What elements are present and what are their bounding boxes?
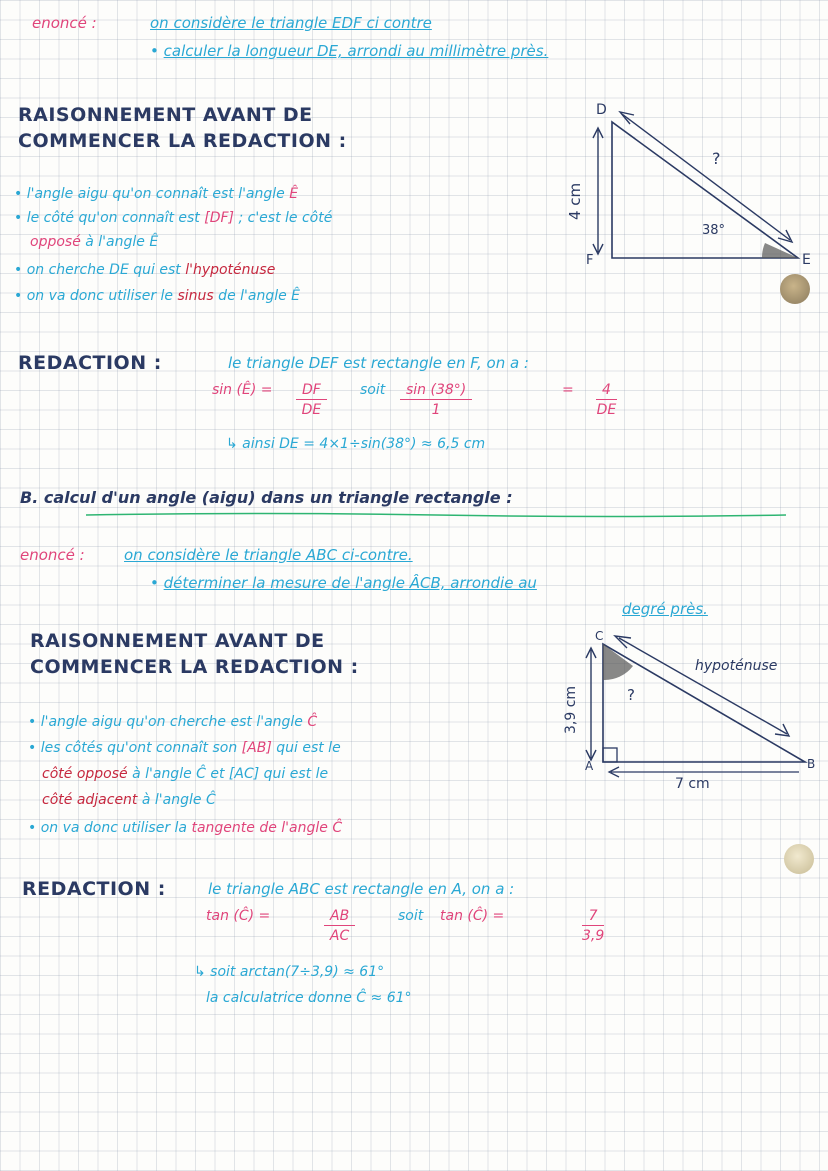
tan-value: tan (Ĉ) = <box>440 908 505 924</box>
redaction-label-a: REDACTION : <box>18 352 162 374</box>
bullet-b-2: • les côtés qu'ont connaît son [AB] qui est le <box>28 740 341 756</box>
tan-fraction: $\frac{AB}{AC}$ <box>324 908 355 944</box>
tan-rhs-fraction: $\frac{7}{3,9}$ <box>582 908 605 944</box>
unknown-c-label: ? <box>627 686 635 704</box>
bullet-a-5: • on va donc utiliser le sinus de l'angle Ê <box>14 288 301 304</box>
bullet-b-5: • on va donc utiliser la tangente de l'angle Ĉ <box>28 820 343 836</box>
side-ab-label: 7 cm <box>675 776 710 790</box>
bullet-b-3: côté opposé à l'angle Ĉ et [AC] qui est le <box>42 766 329 782</box>
angle-e-label: 38° <box>702 223 726 238</box>
arctan-line: ↳ soit arctan(7÷3,9) ≈ 61° <box>194 964 385 980</box>
binder-hole-top <box>780 274 810 304</box>
redaction-b-line1: le triangle ABC est rectangle en A, on a : <box>208 880 515 898</box>
bullet-a-2: • le côté qu'on connaît est [DF] ; c'est le côté <box>14 210 333 226</box>
raisonnement-title-a-1: RAISONNEMENT AVANT DE <box>18 104 313 126</box>
enonce-b-line3: degré près. <box>622 600 708 618</box>
triangle-def-figure <box>560 100 820 280</box>
raisonnement-title-a-2: COMMENCER LA REDACTION : <box>18 130 347 152</box>
enonce-b-line2: • déterminer la mesure de l'angle ÂCB, arrondie au <box>150 574 537 592</box>
sin-lhs: sin (Ê) = <box>212 382 273 398</box>
triangle-abc-figure <box>555 630 825 790</box>
redaction-label-b: REDACTION : <box>22 878 166 900</box>
raisonnement-title-b-1: RAISONNEMENT AVANT DE <box>30 630 325 652</box>
enonce-a-line2: • calculer la longueur DE, arrondi au millimètre près. <box>150 42 549 60</box>
vertex-b-label: B <box>807 757 816 771</box>
sin-rhs-fraction: $\frac{4}{DE}$ <box>596 382 617 418</box>
enonce-b-line1: on considère le triangle ABC ci-contre. <box>124 546 413 564</box>
side-ac-label: 3,9 cm <box>563 685 579 734</box>
vertex-e-label: E <box>802 252 811 268</box>
vertex-f-label: F <box>586 253 594 268</box>
calculator-line: la calculatrice donne Ĉ ≈ 61° <box>206 990 412 1006</box>
soit-label-b: soit <box>398 908 424 924</box>
sin-value-fraction: $\frac{\sin (38^\circ)}{1}$ <box>400 382 472 418</box>
part-b-title-underline <box>86 512 786 518</box>
bullet-a-1: • l'angle aigu qu'on connaît est l'angle Ê <box>14 186 299 202</box>
tan-lhs: tan (Ĉ) = <box>206 908 271 924</box>
part-b-title: B. calcul d'un angle (aigu) dans un triangle rectangle : <box>20 488 513 507</box>
bullet-a-4: • on cherche DE qui est l'hypoténuse <box>14 262 276 278</box>
redaction-a-line1: le triangle DEF est rectangle en F, on a : <box>228 354 529 372</box>
side-df-label: 4 cm <box>566 182 584 220</box>
vertex-a-label: A <box>585 759 594 773</box>
bullet-a-3: opposé à l'angle Ê <box>30 234 159 250</box>
result-a: ↳ ainsi DE = 4×1÷sin(38°) ≈ 6,5 cm <box>226 436 486 452</box>
enonce-a-line1: on considère le triangle EDF ci contre <box>150 14 432 32</box>
enonce-label-a: enoncé : <box>32 14 97 32</box>
enonce-label-b: enoncé : <box>20 546 85 564</box>
unknown-de-label: ? <box>712 149 721 168</box>
sin-fraction: $\frac{DF}{DE}$ <box>296 382 327 418</box>
bullet-b-4: côté adjacent à l'angle Ĉ <box>42 792 216 808</box>
raisonnement-title-b-2: COMMENCER LA REDACTION : <box>30 656 359 678</box>
enonce-a-line2-text: calculer la longueur DE, arrondi au millimètre près. <box>163 42 549 60</box>
vertex-c-label: C <box>595 630 604 643</box>
hypotenuse-label: hypoténuse <box>695 658 778 674</box>
binder-hole-bottom <box>784 844 814 874</box>
vertex-d-label: D <box>596 102 607 118</box>
bullet-b-1: • l'angle aigu qu'on cherche est l'angle Ĉ <box>28 714 318 730</box>
equal-sign-a: = <box>562 382 574 398</box>
soit-label-a: soit <box>360 382 386 398</box>
